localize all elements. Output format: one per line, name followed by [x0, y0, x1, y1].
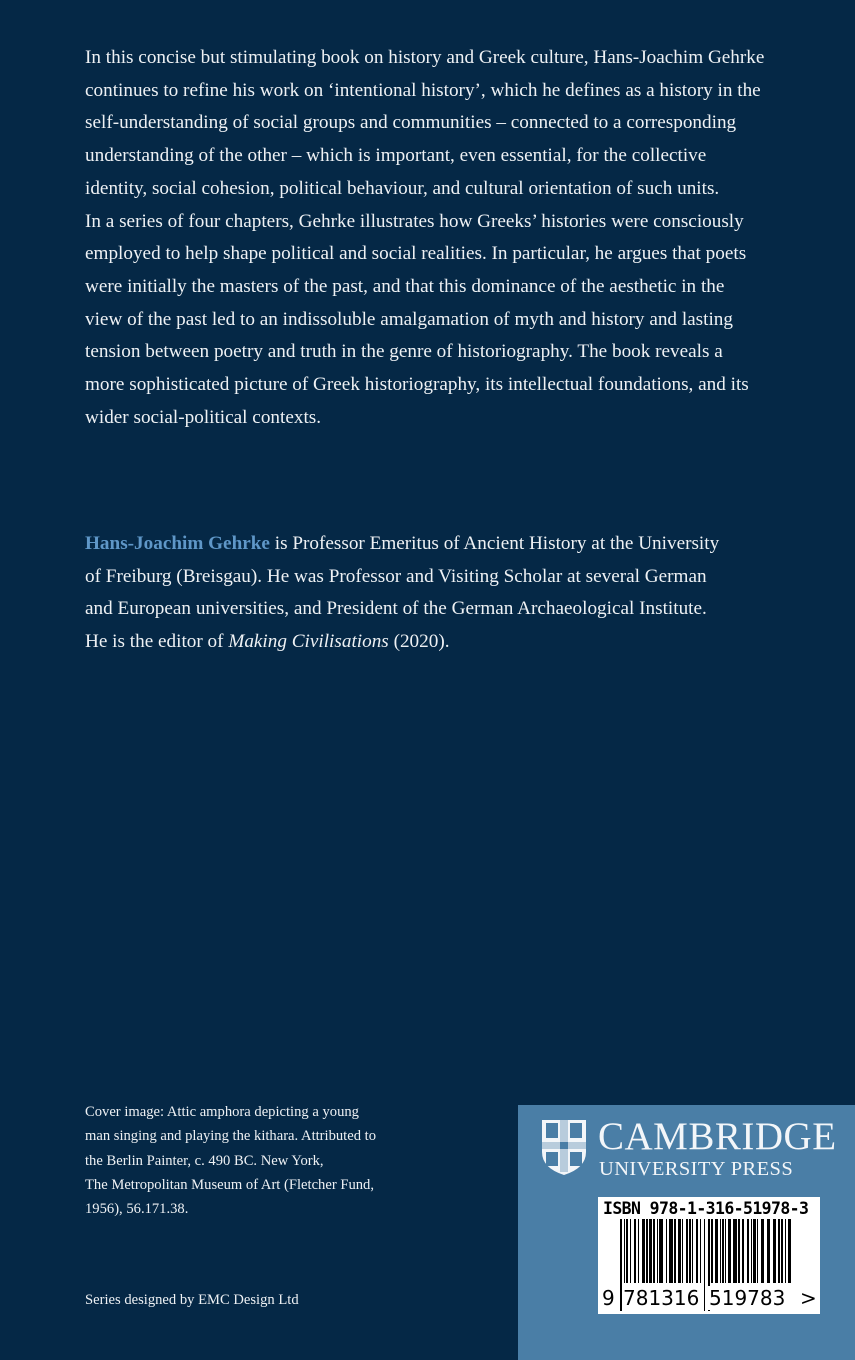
barcode-bar [773, 1219, 776, 1283]
barcode-bar [700, 1219, 701, 1283]
description-line: understanding of the other – which is important, even essential, for the collective [85, 145, 707, 167]
barcode-bar [757, 1219, 758, 1283]
bio-text: is Professor Emeritus of Ancient History at the University [269, 533, 720, 554]
author-bio [85, 528, 719, 659]
barcode-bar [725, 1219, 726, 1283]
barcode-bar [711, 1219, 713, 1283]
barcode-bar [659, 1219, 663, 1283]
description-line: In this concise but stimulating book on history and Greek culture, Hans-Joachim Gehrke [85, 47, 765, 68]
bio-text: and European universities, and President of the German Archaeological Institute. [85, 598, 707, 620]
barcode-bar [751, 1219, 752, 1283]
isbn-label: ISBN 978-1-316-51978-3 [603, 1199, 809, 1218]
description-line: tension between poetry and truth in the genre of historiography. The book reveals a [85, 341, 723, 363]
barcode-bar [689, 1219, 691, 1283]
barcode-bar [638, 1219, 639, 1283]
barcode-bar [696, 1219, 698, 1283]
author-name: Hans-Joachim Gehrke [85, 533, 270, 554]
bio-text: (2020). [388, 631, 450, 653]
barcode-bar [715, 1219, 718, 1283]
barcode-bar [666, 1219, 667, 1283]
barcode-bar [674, 1219, 676, 1283]
barcode-digits-left: 781316 [623, 1286, 700, 1310]
publisher-panel [518, 1105, 855, 1360]
barcode-bar [646, 1219, 648, 1283]
barcode-bar [788, 1219, 791, 1283]
description-line: employed to help shape political and social realities. In particular, he argues that poets [85, 243, 747, 265]
barcode-bar [630, 1219, 631, 1283]
barcode-bar [678, 1219, 681, 1283]
barcode-bar [669, 1219, 673, 1283]
cambridge-shield-icon [540, 1118, 588, 1176]
description-line: continues to refine his work on ‘intentional history’, which he defines as a history in the [85, 79, 761, 101]
publisher-subname: UNIVERSITY PRESS [599, 1158, 794, 1180]
barcode-bar [738, 1219, 740, 1283]
barcode-bar [753, 1219, 756, 1283]
barcode-bar [657, 1219, 658, 1283]
cover-image-credit [85, 1100, 376, 1221]
description-line: wider social-political contexts. [85, 406, 322, 428]
barcode-end-mark: > [800, 1286, 817, 1310]
barcode-bar [704, 1219, 705, 1311]
credit-line: Cover image: Attic amphora depicting a young [85, 1104, 359, 1120]
credit-line: man singing and playing the kithara. Attributed to [85, 1128, 377, 1145]
barcode-bar [761, 1219, 764, 1283]
credit-line: the Berlin Painter, c. 490 BC. New York, [85, 1152, 324, 1169]
barcode-bar [642, 1219, 645, 1283]
barcode-bar [781, 1219, 783, 1283]
barcode-bar [649, 1219, 652, 1283]
publisher-name: CAMBRIDGE [598, 1115, 837, 1158]
barcode-bar [692, 1219, 693, 1283]
barcode-bar [733, 1219, 737, 1283]
barcode-bar [686, 1219, 688, 1283]
barcode-bar [653, 1219, 655, 1283]
credit-line: 1956), 56.171.38. [85, 1201, 189, 1218]
description-line: identity, social cohesion, political behaviour, and cultural orientation of such units. [85, 177, 720, 199]
barcode-bar [747, 1219, 749, 1283]
bio-text: of Freiburg (Breisgau). He was Professor and Visiting Scholar at several German [85, 565, 707, 587]
barcode-bar [720, 1219, 721, 1283]
description-line: more sophisticated picture of Greek historiography, its intellectual foundations, and its [85, 374, 749, 396]
barcode-bar [785, 1219, 786, 1283]
barcode-bar [634, 1219, 636, 1283]
bio-text: He is the editor of [85, 631, 229, 653]
barcode-bar [722, 1219, 724, 1283]
barcode-bar [742, 1219, 744, 1283]
book-title: Making Civilisations [228, 631, 389, 653]
description-line: self-understanding of social groups and communities – connected to a corresponding [85, 112, 737, 134]
description-line: were initially the masters of the past, and that this dominance of the aesthetic in the [85, 275, 725, 297]
description-line: In a series of four chapters, Gehrke illustrates how Greeks’ histories were consciously [85, 210, 744, 232]
barcode-bar [624, 1219, 625, 1283]
barcode-digit-first: 9 [602, 1286, 615, 1310]
credit-line: The Metropolitan Museum of Art (Fletcher Fund, [85, 1176, 374, 1193]
barcode-bar [728, 1219, 731, 1283]
barcode-bar [626, 1219, 628, 1283]
barcode-digits-right: 519783 [709, 1286, 786, 1310]
barcode-bar [682, 1219, 683, 1283]
book-description [85, 42, 764, 434]
series-design-credit: Series designed by EMC Design Ltd [85, 1292, 299, 1308]
isbn-barcode [598, 1197, 820, 1314]
description-line: view of the past led to an indissoluble amalgamation of myth and history and lasting [85, 308, 733, 330]
barcode-bar [767, 1219, 770, 1283]
barcode-bar [778, 1219, 780, 1283]
